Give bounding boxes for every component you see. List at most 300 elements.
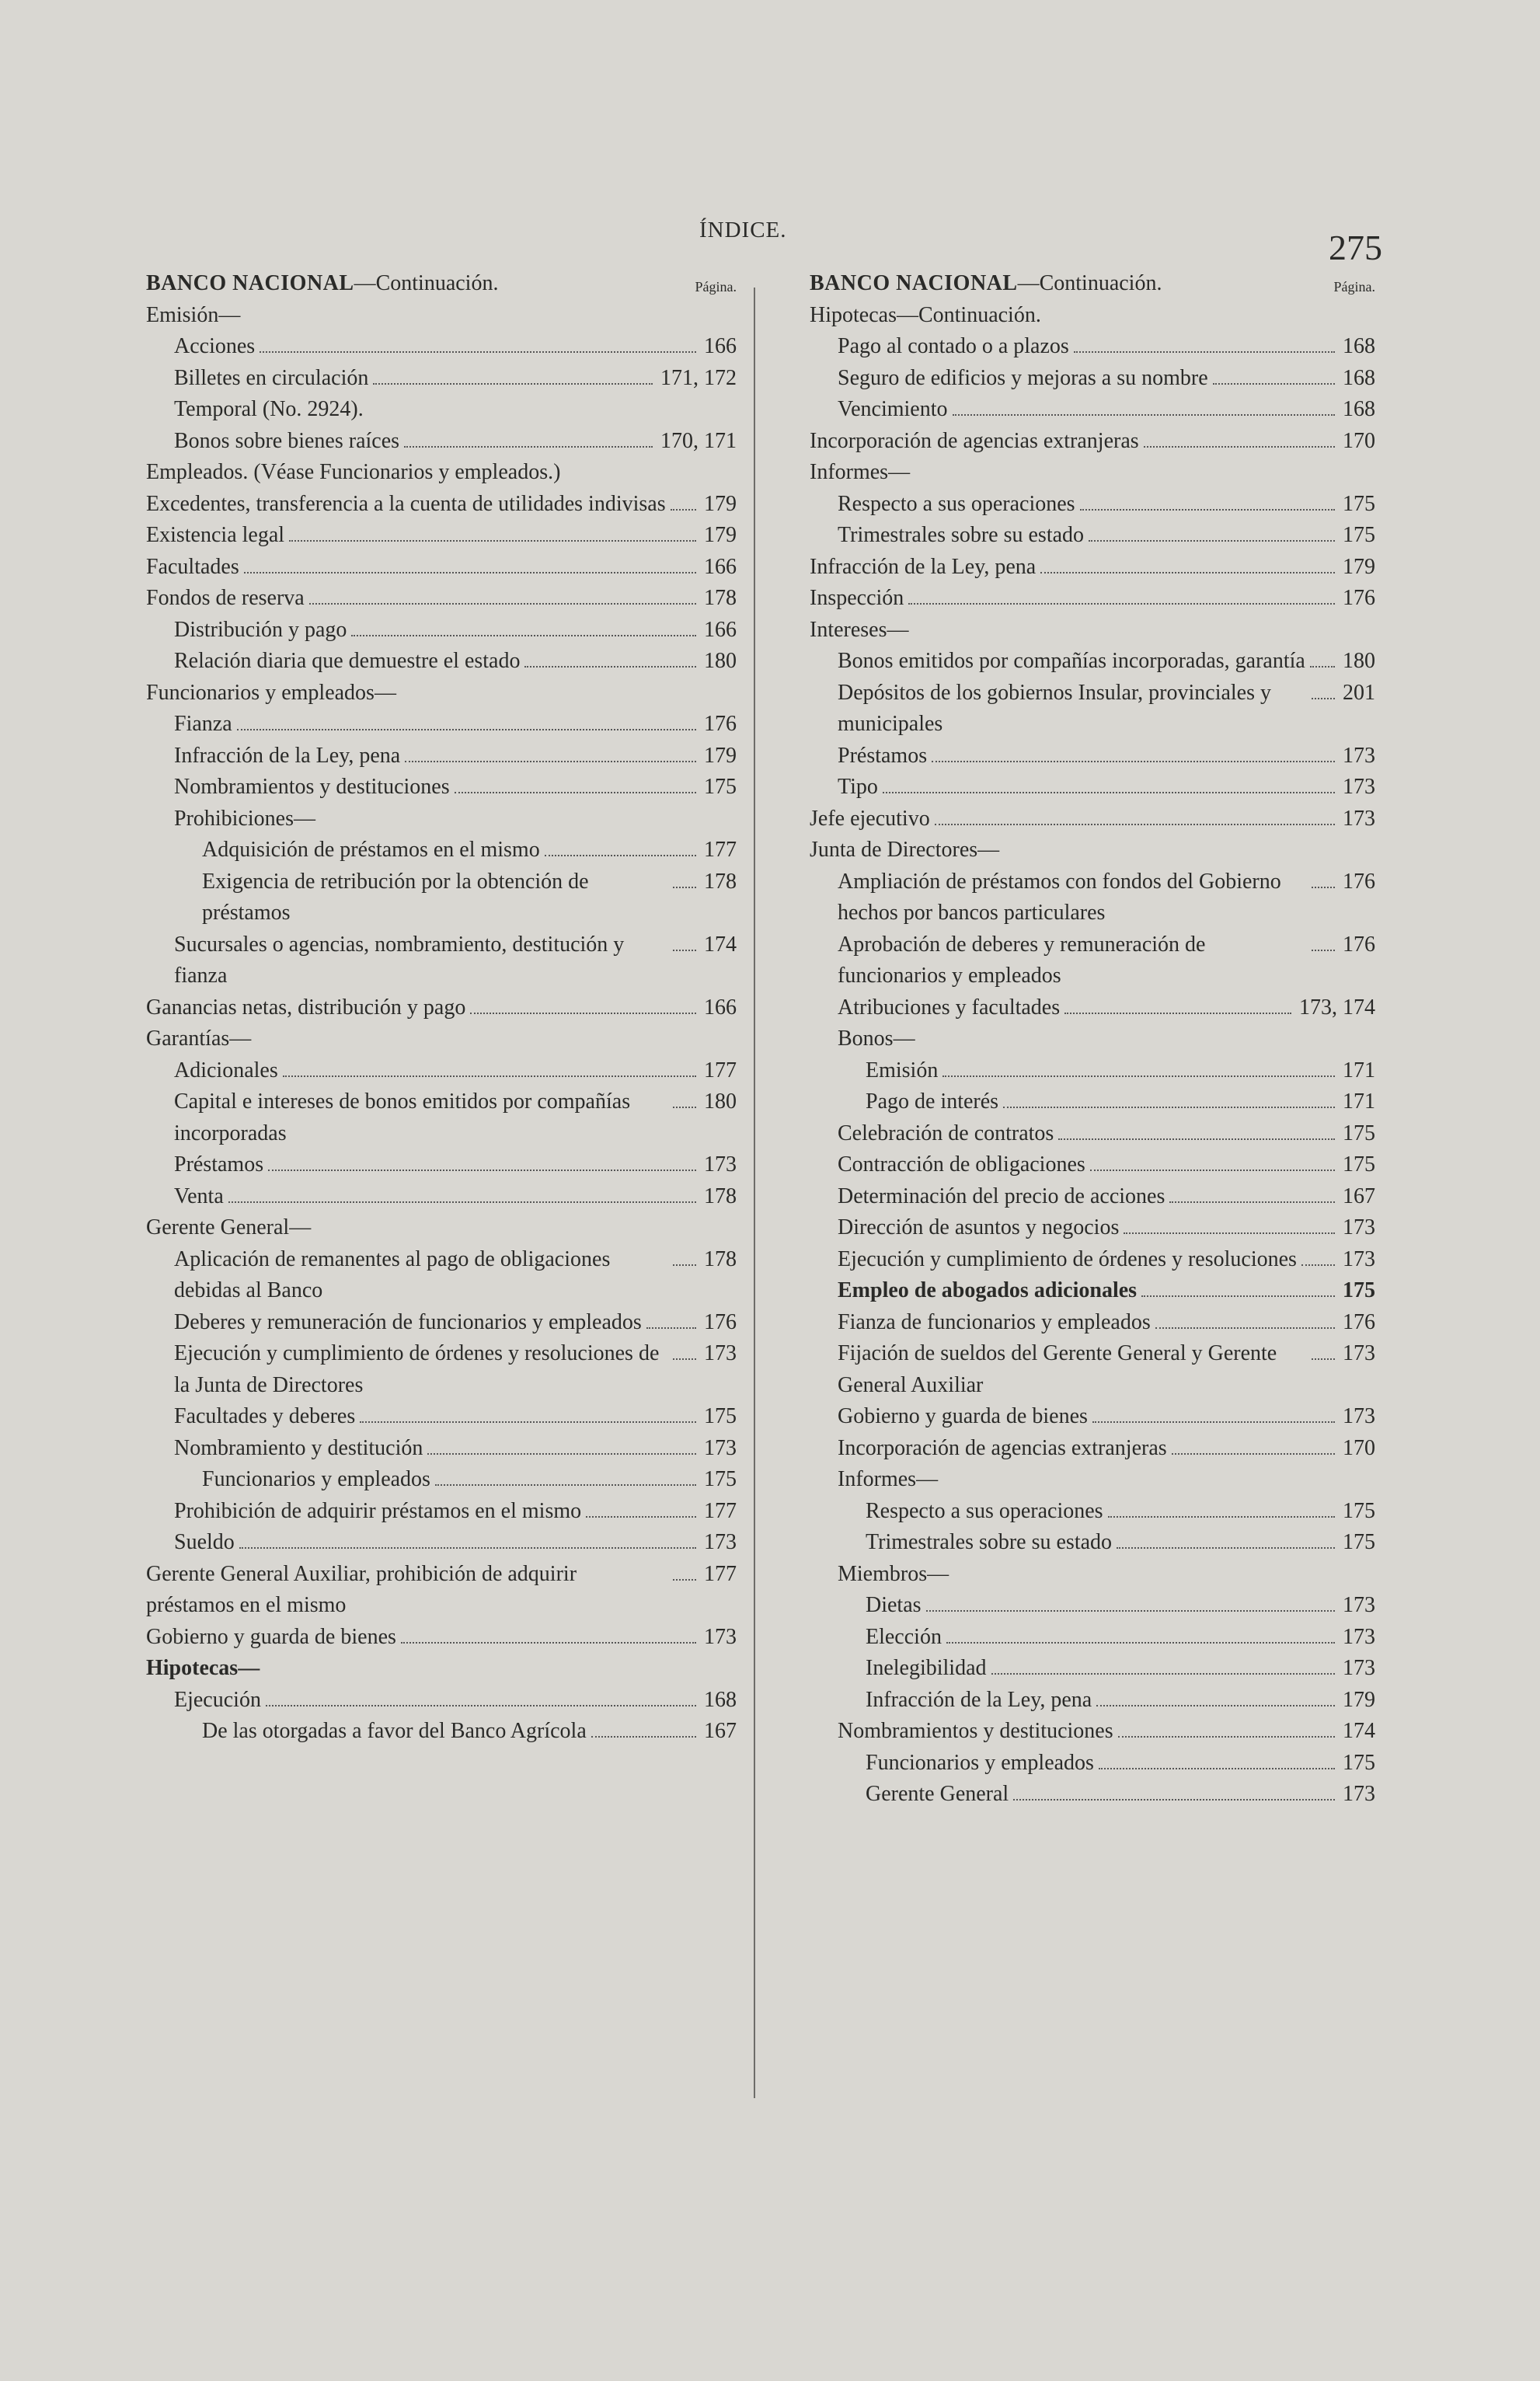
leader-dots [935, 824, 1335, 825]
index-entry [810, 646, 1375, 678]
index-entry-page: 180 [704, 649, 737, 673]
leader-dots [545, 855, 696, 856]
index-entry-text: Garantías— [146, 1027, 252, 1051]
index-entry [146, 1338, 737, 1401]
index-entry [146, 1559, 737, 1622]
index-entry [810, 1401, 1375, 1433]
leader-dots [1003, 1107, 1335, 1108]
index-entry-page: 174 [1343, 1719, 1375, 1743]
leader-dots [524, 666, 696, 668]
index-entry [146, 615, 737, 647]
column-heading-suffix: —Continuación. [354, 271, 499, 295]
index-entry-text: Ejecución y cumplimiento de órdenes y resoluciones de la Junta de Directores [174, 1341, 660, 1397]
index-entry-text: Dietas [866, 1593, 922, 1617]
index-entry-text: Nombramientos y destituciones [838, 1719, 1113, 1743]
index-entry-page: 176 [704, 1309, 737, 1334]
leader-dots [309, 603, 696, 605]
index-entry [810, 489, 1375, 521]
index-entry-text: Funcionarios y empleados— [146, 680, 396, 705]
index-entry-text: Junta de Directores— [810, 838, 1000, 862]
index-entry-text: Informes— [838, 1467, 939, 1491]
index-entry [810, 583, 1375, 615]
index-entry-page: 177 [704, 1561, 737, 1586]
index-entry [146, 1622, 737, 1654]
index-entry [810, 929, 1375, 992]
column-heading-title: BANCO NACIONAL [810, 271, 1018, 295]
index-entry [810, 1433, 1375, 1465]
leader-dots [1310, 666, 1335, 668]
index-entry-text: Funcionarios y empleados [202, 1467, 430, 1491]
index-entry [146, 520, 737, 552]
index-entry [146, 331, 737, 363]
index-entry [146, 1653, 737, 1685]
leader-dots [1096, 1705, 1335, 1706]
leader-dots [268, 1170, 696, 1171]
index-entry-page: 167 [704, 1719, 737, 1743]
index-entry-page: 173 [1343, 1593, 1375, 1617]
leader-dots [673, 1107, 696, 1108]
index-entry [146, 1086, 737, 1149]
index-entry-text: Infracción de la Ley, pena [174, 743, 401, 768]
leader-dots [673, 887, 696, 888]
leader-dots [673, 1358, 696, 1360]
leader-dots [1124, 1232, 1335, 1234]
index-entry [146, 1181, 737, 1213]
index-entry-page: 173 [1343, 1656, 1375, 1680]
index-entry [810, 1559, 1375, 1591]
index-entry-page: 179 [704, 491, 737, 516]
index-entry [810, 1181, 1375, 1213]
index-entry-page: 176 [1343, 932, 1375, 957]
index-entry [146, 394, 737, 426]
leader-dots [908, 603, 1335, 605]
index-entry [810, 426, 1375, 458]
index-entry [810, 1496, 1375, 1528]
index-entries [810, 300, 1375, 1811]
index-entry-page: 173 [704, 1530, 737, 1554]
index-entry-text: Contracción de obligaciones [838, 1152, 1085, 1177]
index-entry-text: Gerente General [866, 1782, 1009, 1806]
leader-dots [1301, 1264, 1335, 1266]
leader-dots [239, 1547, 696, 1549]
index-entry-text: Funcionarios y empleados [866, 1750, 1094, 1775]
index-entry [810, 1212, 1375, 1244]
leader-dots [883, 792, 1335, 793]
index-entry-page: 173 [1343, 775, 1375, 799]
index-entry-page: 166 [704, 554, 737, 579]
index-column-left [146, 268, 737, 1748]
index-entry-page: 175 [704, 1404, 737, 1428]
leader-dots [470, 1013, 696, 1014]
index-entry [146, 1433, 737, 1465]
leader-dots [1141, 1295, 1335, 1297]
index-entry-page: 170, 171 [660, 428, 737, 453]
index-entry-page: 176 [1343, 586, 1375, 610]
leader-dots [228, 1201, 696, 1203]
index-entry-page: 166 [704, 617, 737, 642]
leader-dots [266, 1705, 696, 1706]
index-entry-page: 177 [704, 1058, 737, 1082]
index-entry [810, 804, 1375, 835]
index-entry [810, 1685, 1375, 1717]
index-entry-text: Infracción de la Ley, pena [810, 554, 1037, 579]
index-entry [146, 552, 737, 584]
index-entry-text: Depósitos de los gobiernos Insular, provinciales y municipales [838, 680, 1272, 736]
index-entry-text: De las otorgadas a favor del Banco Agrícola [202, 1719, 587, 1743]
index-entry-text: Nombramientos y destituciones [174, 775, 450, 799]
index-entry-text: Hipotecas— [146, 1656, 260, 1680]
index-entry-text: Aprobación de deberes y remuneración de funcionarios y empleados [838, 932, 1206, 988]
index-entry-text: Bonos sobre bienes raíces [174, 428, 400, 453]
index-entry-page: 173 [704, 1435, 737, 1460]
index-entry [146, 678, 737, 709]
index-entry [810, 835, 1375, 866]
index-entry [146, 1527, 737, 1559]
leader-dots [1312, 698, 1335, 699]
leader-dots [586, 1516, 696, 1518]
index-entry [146, 772, 737, 804]
index-entry-text: Pago al contado o a plazos [838, 334, 1069, 358]
index-entry [146, 489, 737, 521]
index-entry-page: 178 [704, 1184, 737, 1208]
index-entry [146, 1401, 737, 1433]
index-entry [810, 363, 1375, 395]
index-entry-text: Fijación de sueldos del Gerente General y Gerente General Auxiliar [838, 1341, 1277, 1397]
index-entry [146, 992, 737, 1024]
index-entry [810, 457, 1375, 489]
leader-dots [942, 1075, 1335, 1077]
index-entry-text: Empleados. (Véase Funcionarios y empleados.) [146, 460, 561, 484]
index-entry-text: Seguro de edificios y mejoras a su nombre [838, 365, 1208, 390]
index-entry-text: Informes— [810, 460, 911, 484]
index-entry [810, 678, 1375, 741]
index-entry [146, 835, 737, 866]
leader-dots [646, 1327, 696, 1329]
leader-dots [1080, 509, 1335, 511]
index-entry-page: 176 [1343, 869, 1375, 894]
index-entry-text: Distribución y pago [174, 617, 347, 642]
index-entry-page: 179 [1343, 554, 1375, 579]
index-entry [146, 1464, 737, 1496]
index-entry-text: Jefe ejecutivo [810, 806, 930, 831]
index-entry-text: Facultades [146, 554, 239, 579]
index-entry [810, 1118, 1375, 1150]
index-entry-page: 175 [1343, 1121, 1375, 1145]
index-entry-page: 175 [704, 775, 737, 799]
index-entry [810, 1748, 1375, 1780]
index-entry-text: Intereses— [810, 617, 909, 642]
leader-dots [455, 792, 696, 793]
leader-dots [1144, 446, 1335, 448]
index-entry [810, 300, 1375, 332]
index-entry-page: 170 [1343, 428, 1375, 453]
index-entry-page: 171 [1343, 1089, 1375, 1114]
index-entry-page: 173 [1343, 1215, 1375, 1239]
leader-dots [244, 572, 696, 573]
index-entry-text: Ampliación de préstamos con fondos del Gobierno hechos por bancos particulares [838, 869, 1281, 925]
leader-dots [991, 1673, 1335, 1675]
index-entry [146, 300, 737, 332]
index-entry-text: Deberes y remuneración de funcionarios y empleados [174, 1309, 642, 1334]
index-entry-page: 175 [1343, 1152, 1375, 1177]
index-column-right [810, 268, 1375, 1811]
index-entry [810, 394, 1375, 426]
index-entry-text: Préstamos [174, 1152, 264, 1177]
page-column-label: Página. [1333, 279, 1375, 295]
index-entry-text: Trimestrales sobre su estado [838, 523, 1085, 547]
index-entry-page: 171 [1343, 1058, 1375, 1082]
leader-dots [360, 1421, 696, 1423]
leader-dots [1108, 1516, 1335, 1518]
index-entry-page: 173 [1343, 1624, 1375, 1649]
index-entry [146, 1244, 737, 1307]
index-entry [146, 1716, 737, 1748]
index-entry-page: 176 [1343, 1309, 1375, 1334]
leader-dots [1155, 1327, 1335, 1329]
column-divider [754, 288, 755, 2098]
index-entry-page: 175 [704, 1467, 737, 1491]
index-entry [810, 1779, 1375, 1811]
leader-dots [260, 351, 696, 353]
index-entry-page: 168 [1343, 334, 1375, 358]
index-entry [810, 1716, 1375, 1748]
index-entry [810, 1590, 1375, 1622]
index-entry-page: 173 [1343, 743, 1375, 768]
index-entry-page: 178 [704, 1246, 737, 1271]
index-entry-text: Relación diaria que demuestre el estado [174, 649, 521, 673]
index-entry-text: Existencia legal [146, 523, 285, 547]
leader-dots [673, 1579, 696, 1581]
index-entry [810, 1307, 1375, 1339]
leader-dots [1074, 351, 1335, 353]
index-entry-page: 179 [704, 523, 737, 547]
index-entry-text: Exigencia de retribución por la obtención de préstamos [202, 869, 589, 925]
index-entry [146, 1496, 737, 1528]
leader-dots [289, 540, 696, 542]
leader-dots [435, 1484, 696, 1486]
leader-dots [404, 446, 653, 448]
index-entry [810, 552, 1375, 584]
index-entry-page: 173 [1343, 1246, 1375, 1271]
index-entry-text: Acciones [174, 334, 256, 358]
index-entry-text: Celebración de contratos [838, 1121, 1054, 1145]
index-entry-page: 179 [1343, 1687, 1375, 1712]
leader-dots [1058, 1138, 1335, 1140]
index-entry-text: Bonos— [838, 1027, 915, 1051]
index-entry [810, 1149, 1375, 1181]
index-entry [146, 646, 737, 678]
leader-dots [1169, 1201, 1335, 1203]
index-entry-text: Fianza [174, 712, 232, 736]
index-entry [146, 1212, 737, 1244]
index-entry [810, 992, 1375, 1024]
index-entry-text: Atribuciones y facultades [838, 995, 1061, 1020]
index-entry [146, 426, 737, 458]
leader-dots [1064, 1013, 1291, 1014]
index-entry-page: 175 [1343, 491, 1375, 516]
index-entry [810, 1244, 1375, 1276]
leader-dots [401, 1642, 696, 1644]
index-entry-page: 177 [704, 838, 737, 862]
index-entry-text: Inspección [810, 586, 904, 610]
index-entry-text: Préstamos [838, 743, 928, 768]
index-entry [146, 363, 737, 395]
index-entry [810, 741, 1375, 772]
index-entry-page: 171, 172 [660, 365, 737, 390]
index-entry [146, 583, 737, 615]
index-entry-page: 166 [704, 334, 737, 358]
leader-dots [953, 414, 1335, 416]
index-entry-text: Incorporación de agencias extranjeras [838, 1435, 1167, 1460]
index-entry-page: 180 [1343, 649, 1375, 673]
index-entry-page: 173 [1343, 806, 1375, 831]
leader-dots [427, 1453, 696, 1455]
index-entry-page: 168 [1343, 397, 1375, 421]
page-number: 275 [1329, 228, 1382, 267]
index-entry [810, 1464, 1375, 1496]
index-entry [146, 1149, 737, 1181]
index-entry-text: Ejecución [174, 1687, 261, 1712]
index-entry-text: Prohibiciones— [174, 806, 315, 831]
leader-dots [1092, 1421, 1335, 1423]
index-entry [146, 457, 737, 489]
index-entry-text: Gobierno y guarda de bienes [146, 1624, 396, 1649]
index-entry [146, 866, 737, 929]
index-entry-text: Excedentes, transferencia a la cuenta de utilidades indivisas [146, 491, 666, 516]
leader-dots [1090, 1170, 1335, 1171]
index-entry-text: Gobierno y guarda de bienes [838, 1404, 1088, 1428]
leader-dots [673, 950, 696, 951]
index-entry [146, 1307, 737, 1339]
index-entries [146, 300, 737, 1748]
index-entry [146, 1055, 737, 1087]
index-entry-text: Determinación del precio de acciones [838, 1184, 1165, 1208]
index-entry-text: Temporal (No. 2924). [174, 397, 364, 421]
index-entry-text: Sueldo [174, 1530, 235, 1554]
index-entry [810, 331, 1375, 363]
index-entry-text: Bonos emitidos por compañías incorporadas, garantía [838, 649, 1305, 673]
leader-dots [1089, 540, 1335, 542]
leader-dots [1172, 1453, 1335, 1455]
index-entry-page: 175 [1343, 1498, 1375, 1523]
leader-dots [1117, 1547, 1335, 1549]
column-heading-title: BANCO NACIONAL [146, 271, 354, 295]
index-entry-text: Dirección de asuntos y negocios [838, 1215, 1120, 1239]
index-entry [146, 804, 737, 835]
index-entry [810, 615, 1375, 647]
index-entry-page: 201 [1343, 680, 1375, 705]
index-entry-page: 178 [704, 586, 737, 610]
leader-dots [1099, 1768, 1335, 1769]
leader-dots [926, 1610, 1335, 1612]
index-entry-page: 167 [1343, 1184, 1375, 1208]
index-entry-page: 170 [1343, 1435, 1375, 1460]
index-entry-page: 168 [704, 1687, 737, 1712]
index-entry-text: Respecto a sus operaciones [866, 1498, 1103, 1523]
index-entry-page: 175 [1343, 1750, 1375, 1775]
leader-dots [1312, 1358, 1335, 1360]
index-entry-text: Emisión [866, 1058, 939, 1082]
leader-dots [1312, 950, 1335, 951]
leader-dots [237, 729, 696, 730]
index-entry-page: 173 [704, 1341, 737, 1365]
index-entry [810, 866, 1375, 929]
index-entry-text: Prohibición de adquirir préstamos en el mismo [174, 1498, 582, 1523]
index-entry-page: 176 [704, 712, 737, 736]
index-entry-page: 179 [704, 743, 737, 768]
index-entry-text: Infracción de la Ley, pena [866, 1687, 1092, 1712]
page-column-label: Página. [695, 279, 737, 295]
index-entry-page: 173, 174 [1299, 995, 1375, 1020]
index-entry-page: 174 [704, 932, 737, 957]
index-entry-text: Ganancias netas, distribución y pago [146, 995, 466, 1020]
index-entry-text: Elección [866, 1624, 942, 1649]
index-entry [810, 772, 1375, 804]
index-entry-text: Hipotecas—Continuación. [810, 302, 1041, 327]
leader-dots [932, 761, 1335, 762]
index-entry-page: 177 [704, 1498, 737, 1523]
index-entry-page: 175 [1343, 1530, 1375, 1554]
leader-dots [1118, 1736, 1335, 1738]
leader-dots [1013, 1799, 1335, 1801]
index-entry-text: Facultades y deberes [174, 1404, 356, 1428]
page-header-title: ÍNDICE. [699, 218, 787, 242]
index-entry-page: 175 [1343, 523, 1375, 547]
index-entry [810, 1338, 1375, 1401]
leader-dots [946, 1642, 1335, 1644]
index-entry-text: Adicionales [174, 1058, 278, 1082]
index-entry-page: 173 [1343, 1341, 1375, 1365]
index-entry-text: Fianza de funcionarios y empleados [838, 1309, 1151, 1334]
column-heading [810, 268, 1375, 300]
leader-dots [1213, 383, 1335, 385]
index-entry [810, 1653, 1375, 1685]
index-entry [810, 1527, 1375, 1559]
index-entry-page: 180 [704, 1089, 737, 1114]
index-entry [146, 741, 737, 772]
index-entry [810, 1055, 1375, 1087]
index-entry-text: Pago de interés [866, 1089, 999, 1114]
index-entry-page: 173 [1343, 1404, 1375, 1428]
index-entry-text: Billetes en circulación [174, 365, 369, 390]
index-entry [810, 1622, 1375, 1654]
leader-dots [405, 761, 696, 762]
index-entry-text: Trimestrales sobre su estado [866, 1530, 1113, 1554]
index-entry-text: Fondos de reserva [146, 586, 305, 610]
index-entry-text: Gerente General— [146, 1215, 312, 1239]
index-entry-text: Miembros— [838, 1561, 949, 1586]
index-entry-text: Venta [174, 1184, 224, 1208]
index-entry-text: Adquisición de préstamos en el mismo [202, 838, 540, 862]
index-entry-text: Aplicación de remanentes al pago de obligaciones debidas al Banco [174, 1246, 611, 1302]
column-heading-suffix: —Continuación. [1017, 271, 1162, 295]
index-entry-text: Tipo [838, 775, 878, 799]
leader-dots [1040, 572, 1335, 573]
index-entry [810, 1275, 1375, 1307]
index-entry-page: 173 [704, 1152, 737, 1177]
leader-dots [1312, 887, 1335, 888]
index-entry-text: Inelegibilidad [866, 1656, 987, 1680]
index-entry [146, 929, 737, 992]
index-entry-text: Ejecución y cumplimiento de órdenes y resoluciones [838, 1246, 1297, 1271]
column-heading [146, 268, 737, 300]
index-entry-page: 173 [1343, 1782, 1375, 1806]
index-entry [146, 1023, 737, 1055]
leader-dots [373, 383, 653, 385]
index-entry-text: Nombramiento y destitución [174, 1435, 423, 1460]
leader-dots [671, 509, 696, 511]
index-entry-text: Vencimiento [838, 397, 948, 421]
